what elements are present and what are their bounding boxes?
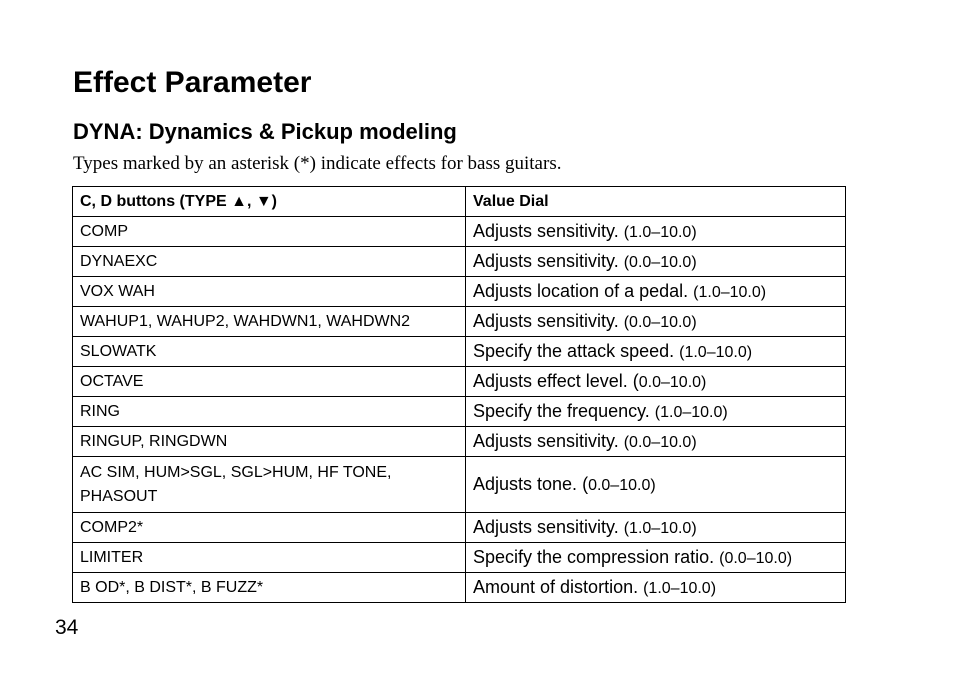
value-description: Amount of distortion. — [473, 577, 644, 597]
table-header-row — [73, 187, 846, 217]
type-cell: DYNAEXC — [73, 247, 466, 277]
header-type-column: C, D buttons (TYPE ▲, ▼) — [73, 187, 466, 217]
value-cell — [466, 513, 846, 543]
value-range: (1.0–10.0) — [654, 404, 728, 421]
page-number: 34 — [55, 616, 79, 639]
value-cell — [466, 427, 846, 457]
value-range: (1.0–10.0) — [623, 224, 697, 241]
table-row — [73, 513, 846, 543]
value-range: (1.0–10.0) — [623, 520, 697, 537]
value-description: Adjusts sensitivity. — [473, 251, 624, 271]
value-description: Specify the compression ratio. — [473, 547, 720, 567]
type-cell: RINGUP, RINGDWN — [73, 427, 466, 457]
table-row — [73, 457, 846, 513]
value-cell — [466, 217, 846, 247]
value-range: (0.0–10.0) — [623, 434, 697, 451]
value-description: Adjusts effect level. ( — [473, 371, 639, 391]
parameter-table — [72, 186, 846, 603]
header-value-column: Value Dial — [466, 187, 846, 217]
value-description: Adjusts tone. ( — [473, 474, 589, 494]
value-range: (1.0–10.0) — [643, 580, 717, 597]
table-row — [73, 367, 846, 397]
value-cell — [466, 337, 846, 367]
type-cell: VOX WAH — [73, 277, 466, 307]
value-description: Adjusts sensitivity. — [473, 517, 624, 537]
value-range: 0.0–10.0) — [638, 374, 707, 391]
table-row — [73, 573, 846, 603]
value-cell — [466, 277, 846, 307]
table-row — [73, 397, 846, 427]
value-description: Adjusts sensitivity. — [473, 311, 624, 331]
type-cell: LIMITER — [73, 543, 466, 573]
type-cell: SLOWATK — [73, 337, 466, 367]
table-row — [73, 247, 846, 277]
type-cell: COMP2* — [73, 513, 466, 543]
value-range: (0.0–10.0) — [623, 254, 697, 271]
table-row — [73, 427, 846, 457]
type-cell: AC SIM, HUM>SGL, SGL>HUM, HF TONE, PHASOUT — [73, 457, 466, 513]
value-range: (0.0–10.0) — [623, 314, 697, 331]
value-cell — [466, 397, 846, 427]
value-cell — [466, 543, 846, 573]
value-range: (1.0–10.0) — [679, 344, 753, 361]
table-row — [73, 277, 846, 307]
type-cell: COMP — [73, 217, 466, 247]
table-row — [73, 543, 846, 573]
value-description: Adjusts sensitivity. — [473, 431, 624, 451]
page-title: Effect Parameter — [73, 66, 312, 99]
value-range: 0.0–10.0) — [588, 477, 656, 494]
table-row — [73, 307, 846, 337]
table-row — [73, 217, 846, 247]
value-description: Specify the attack speed. — [473, 341, 680, 361]
value-cell — [466, 573, 846, 603]
type-cell: WAHUP1, WAHUP2, WAHDWN1, WAHDWN2 — [73, 307, 466, 337]
value-range: (1.0–10.0) — [693, 284, 767, 301]
type-cell: OCTAVE — [73, 367, 466, 397]
type-cell: RING — [73, 397, 466, 427]
value-cell — [466, 457, 846, 513]
value-description: Adjusts sensitivity. — [473, 221, 624, 241]
value-cell — [466, 367, 846, 397]
table-row — [73, 337, 846, 367]
value-range: (0.0–10.0) — [719, 550, 793, 567]
section-title: DYNA: Dynamics & Pickup modeling — [73, 119, 457, 144]
type-cell: B OD*, B DIST*, B FUZZ* — [73, 573, 466, 603]
intro-text: Types marked by an asterisk (*) indicate effects for bass guitars. — [73, 153, 562, 174]
value-description: Adjusts location of a pedal. — [473, 281, 694, 301]
value-cell — [466, 247, 846, 277]
value-cell — [466, 307, 846, 337]
value-description: Specify the frequency. — [473, 401, 655, 421]
